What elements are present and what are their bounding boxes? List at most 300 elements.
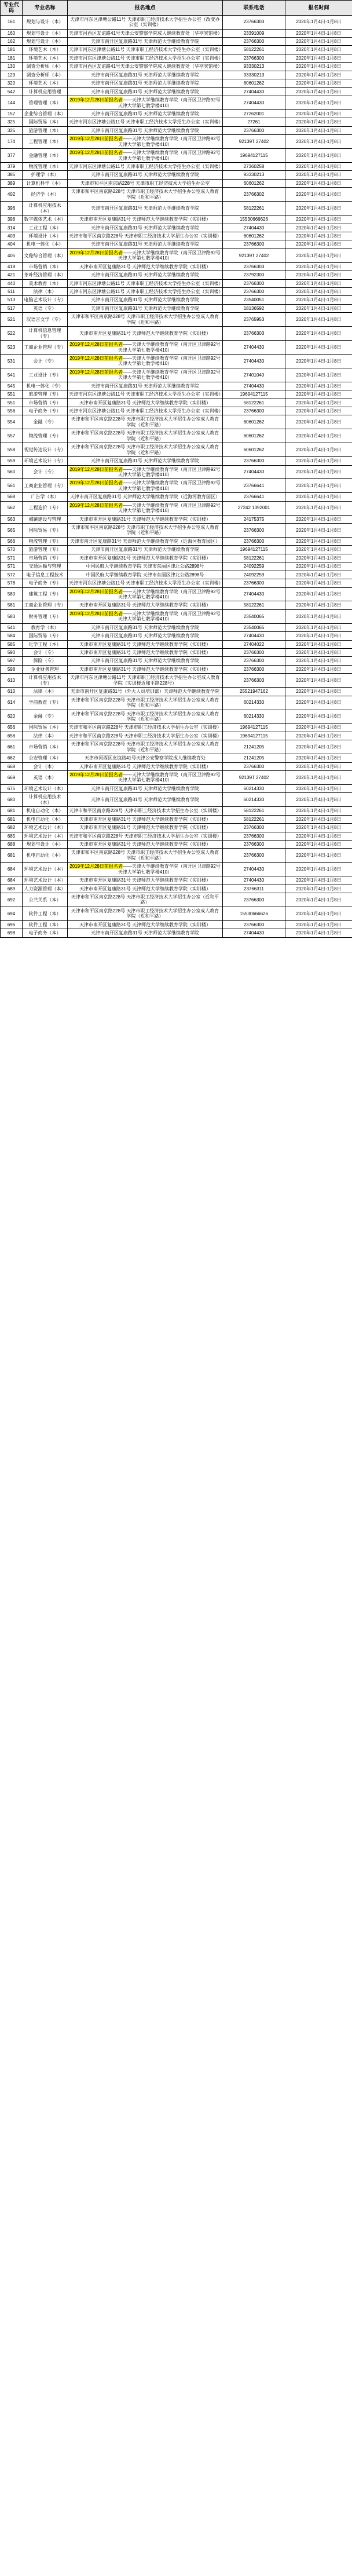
cell-major-name: 人力资源管理（本） <box>23 885 68 893</box>
cell-major-code: 517 <box>1 304 23 312</box>
cell-major-code: 572 <box>1 571 23 579</box>
cell-major-name: 环境艺术设计（本） <box>23 832 68 840</box>
cell-time: 2020年1月4日-1月8日 <box>285 674 352 688</box>
cell-address <box>68 390 223 399</box>
address-highlight: 2019年12月28日前报名者 <box>69 150 123 156</box>
cell-phone: 23766303 <box>223 15 285 29</box>
cell-major-name: 电子商务（本） <box>23 929 68 937</box>
cell-major-name: 环境艺术（本） <box>23 79 68 87</box>
cell-major-name: 计算机信息管理（专） <box>23 327 68 341</box>
table-row <box>1 415 352 429</box>
table-row <box>1 832 352 840</box>
cell-time: 2020年1月4日-1月8日 <box>285 885 352 893</box>
address-line: 2019年12月28日前报名者——天津大学继续教育学院（南开区卫津路92号天津大学第七教学楼410） <box>69 502 221 514</box>
cell-address <box>68 313 223 327</box>
cell-major-code: 597 <box>1 657 23 665</box>
cell-time: 2020年1月4日-1月8日 <box>285 249 352 262</box>
cell-time: 2020年1月4日-1月8日 <box>285 296 352 304</box>
cell-major-code: 578 <box>1 579 23 587</box>
cell-address <box>68 920 223 929</box>
cell-major-code: 614 <box>1 696 23 710</box>
table-row <box>1 96 352 110</box>
header-time: 报名时间 <box>285 1 352 16</box>
address-line: 天津市南开区复康路31号 天津师范大学继续教育学院（实训楼） <box>79 516 211 522</box>
cell-time: 2020年1月4日-1月8日 <box>285 407 352 415</box>
cell-address <box>68 696 223 710</box>
cell-address <box>68 657 223 665</box>
cell-time: 2020年1月4日-1月8日 <box>285 579 352 587</box>
table-row <box>1 793 352 807</box>
cell-phone: 23766300 <box>223 832 285 840</box>
cell-major-code: 541 <box>1 368 23 382</box>
cell-time: 2020年1月4日-1月8日 <box>285 537 352 545</box>
table-row <box>1 215 352 224</box>
address-highlight: 2019年12月28日前报名者 <box>69 136 123 142</box>
cell-time: 2020年1月4日-1月8日 <box>285 640 352 648</box>
cell-address <box>68 296 223 304</box>
cell-time: 2020年1月4日-1月8日 <box>285 771 352 785</box>
table-row <box>1 696 352 710</box>
cell-major-name: 计算机应用管理 <box>23 87 68 96</box>
cell-address <box>68 232 223 240</box>
cell-major-code: 556 <box>1 407 23 415</box>
address-highlight: 2019年12月28日前报名者 <box>69 466 123 472</box>
cell-time: 2020年1月4日-1月8日 <box>285 79 352 87</box>
cell-address <box>68 562 223 571</box>
cell-address <box>68 109 223 118</box>
address-line: 2019年12月28日前报名者——天津大学继续教育学院（南开区卫津路92号天津大学第七教学楼410） <box>69 342 221 353</box>
address-line: 天津市南开区复康路31号 天津师范大学继续教育学院 <box>90 633 200 639</box>
cell-major-code: 696 <box>1 920 23 929</box>
cell-phone: 23766303 <box>223 262 285 271</box>
cell-phone: 58122261 <box>223 46 285 54</box>
cell-major-name: 物流管理（专） <box>23 429 68 443</box>
address-highlight: 2019年12月28日前报名者 <box>69 355 123 361</box>
cell-phone: 15530666626 <box>223 215 285 224</box>
cell-major-code: 531 <box>1 354 23 368</box>
address-line: 中国民航大学继续教育学院 天津市东丽区津北公路2898号 <box>86 572 204 578</box>
cell-major-name: 旅游管理（专） <box>23 546 68 554</box>
cell-phone: 24175375 <box>223 515 285 523</box>
cell-time: 2020年1月4日-1月8日 <box>285 876 352 885</box>
cell-major-name: 计算机应用技术（本） <box>23 793 68 807</box>
table-row <box>1 457 352 465</box>
address-line: 天津市南开区复康路31号 天津师范大学继续教育学院（实训楼） <box>79 886 211 891</box>
cell-major-code: 402 <box>1 188 23 202</box>
address-line: 天津市和平区南京路228号 天津市职工经济技术大学招生办公室成人教育学院（近和平路） <box>71 741 219 752</box>
cell-major-code: 571 <box>1 554 23 562</box>
address-highlight: 2019年12月28日前报名者 <box>69 97 123 103</box>
table-row <box>1 863 352 876</box>
cell-major-name: 文秘综合管理（本） <box>23 249 68 262</box>
table-row <box>1 79 352 87</box>
cell-major-name: 保险（专） <box>23 657 68 665</box>
cell-address <box>68 215 223 224</box>
cell-time: 2020年1月4日-1月8日 <box>285 149 352 163</box>
cell-address <box>68 71 223 79</box>
cell-major-code: 684 <box>1 876 23 885</box>
cell-major-code: 682 <box>1 824 23 832</box>
cell-major-code: 160 <box>1 29 23 37</box>
table-body <box>1 15 352 937</box>
address-line: 天津市南开区复康路31号 天津师范大学继续教育学院 <box>90 242 200 247</box>
cell-major-code: 681 <box>1 807 23 815</box>
cell-phone: 23766303 <box>223 327 285 341</box>
cell-address <box>68 885 223 893</box>
cell-major-name: 物流管理（专） <box>23 537 68 545</box>
cell-major-name: 机电自动化（本） <box>23 815 68 823</box>
address-line: 天津市和平区南京路228号 天津市职工经济技术大学招生办公室成人教育学院（近和平路） <box>71 416 219 427</box>
cell-major-code: 325 <box>1 126 23 134</box>
table-row <box>1 368 352 382</box>
address-line: 天津市南开区复康路31号 天津师范大学继续教育学院（实训楼） <box>79 400 211 405</box>
table-row <box>1 740 352 754</box>
cell-major-name: 电子商务（专） <box>23 579 68 587</box>
cell-time: 2020年1月4日-1月8日 <box>285 762 352 770</box>
cell-time: 2020年1月4日-1月8日 <box>285 546 352 554</box>
cell-major-code: 560 <box>1 465 23 479</box>
table-row <box>1 279 352 287</box>
table-row <box>1 262 352 271</box>
address-line: 天津市南开区复康路31号 天津师范大学继续教育学院 <box>90 172 200 178</box>
cell-address <box>68 524 223 538</box>
address-line: 天津市南开区复康路31号（外大人员培训部）天津师范大学继续教育学院 <box>71 689 219 695</box>
address-line: 2019年12月28日前报名者——天津大学继续教育学院（南开区卫津路92号天津大学第七教学楼410） <box>69 611 221 622</box>
table-row <box>1 249 352 262</box>
table-row <box>1 524 352 538</box>
cell-major-code: 541 <box>1 623 23 631</box>
cell-address <box>68 740 223 754</box>
cell-major-code: 571 <box>1 562 23 571</box>
cell-phone: 23766641 <box>223 493 285 501</box>
cell-address <box>68 38 223 46</box>
cell-time: 2020年1月4日-1月8日 <box>285 562 352 571</box>
cell-phone: 27242 1392001 <box>223 501 285 515</box>
address-line: 天津市和平区南京路228号 天津市职工经济技术大学招生办公室成人教育学院（近和平路） <box>71 189 219 200</box>
cell-address <box>68 554 223 562</box>
address-line: 天津市河西区友谊路41号天津公安警察学院成人继续教育处 <box>85 755 206 761</box>
table-row <box>1 71 352 79</box>
address-line: 天津市南开区复康路31号 天津师范大学继续教育学院 <box>90 797 200 803</box>
cell-time: 2020年1月4日-1月8日 <box>285 171 352 179</box>
cell-time: 2020年1月4日-1月8日 <box>285 601 352 609</box>
cell-phone: 23766300 <box>223 849 285 863</box>
address-line: 天津市和平区南京路228号 天津市职工经济技术大学招生办公室成人教育学院（近和平路） <box>71 908 219 919</box>
address-line: 天津市和平区南京路228号 天津市职工经济技术大学招生办公室（实训楼） <box>69 733 222 739</box>
cell-major-name: 管理管理（本） <box>23 96 68 110</box>
cell-address <box>68 771 223 785</box>
cell-time: 2020年1月4日-1月8日 <box>285 710 352 724</box>
cell-major-code: 398 <box>1 215 23 224</box>
cell-major-name: 工业设计（专） <box>23 368 68 382</box>
cell-major-code: 568 <box>1 493 23 501</box>
cell-major-name: 市场营销（本） <box>23 740 68 754</box>
cell-major-name: 环境艺术设计（本） <box>23 863 68 876</box>
address-highlight: 2019年12月28日前报名者 <box>69 502 123 508</box>
cell-major-code: 174 <box>1 135 23 149</box>
cell-address <box>68 493 223 501</box>
table-row <box>1 271 352 279</box>
address-line: 天津市南开区复康路31号 天津师范大学继续教育学院（实训楼） <box>79 650 211 655</box>
cell-phone: 21241205 <box>223 754 285 762</box>
cell-phone: 27404430 <box>223 863 285 876</box>
table-row <box>1 149 352 163</box>
cell-phone: 93330213 <box>223 71 285 79</box>
cell-address <box>68 732 223 740</box>
address-line: 天津市南开区复康路31号 天津师范大学继续教育学院（近海河教育园区） <box>69 538 221 544</box>
cell-time: 2020年1月4日-1月8日 <box>285 696 352 710</box>
cell-major-name: 机电自动化（本） <box>23 849 68 863</box>
address-highlight: 2019年12月28日前报名者 <box>69 250 123 255</box>
cell-major-code: 511 <box>1 288 23 296</box>
cell-time: 2020年1月4日-1月8日 <box>285 732 352 740</box>
table-row <box>1 465 352 479</box>
cell-address <box>68 304 223 312</box>
cell-time: 2020年1月4日-1月8日 <box>285 109 352 118</box>
cell-time: 2020年1月4日-1月8日 <box>285 341 352 355</box>
table-row <box>1 609 352 623</box>
address-line: 天津市和平区南京路228号 天津市职工经济技术大学招生办公室 <box>80 180 210 186</box>
table-row <box>1 46 352 54</box>
cell-address <box>68 171 223 179</box>
cell-major-code: 688 <box>1 840 23 848</box>
cell-phone: 23792300 <box>223 271 285 279</box>
cell-phone: 23766300 <box>223 54 285 62</box>
cell-time: 2020年1月4日-1月8日 <box>285 754 352 762</box>
cell-time: 2020年1月4日-1月8日 <box>285 15 352 29</box>
table-row <box>1 640 352 648</box>
table-row <box>1 840 352 848</box>
table-row <box>1 341 352 355</box>
cell-phone: 60601262 <box>223 415 285 429</box>
cell-time: 2020年1月4日-1月8日 <box>285 382 352 390</box>
cell-phone: 27404430 <box>223 87 285 96</box>
cell-phone: 27404430 <box>223 465 285 479</box>
cell-major-name: 交通运输与管理 <box>23 562 68 571</box>
address-line: 天津市南开区复康路31号 天津师范大学继续教育学院（实训楼） <box>79 602 211 608</box>
cell-major-name: 电子商务（专） <box>23 407 68 415</box>
cell-time: 2020年1月4日-1月8日 <box>285 657 352 665</box>
cell-address <box>68 407 223 415</box>
cell-major-name: 规划与设计（本） <box>23 38 68 46</box>
cell-major-code: 396 <box>1 202 23 215</box>
cell-major-code: 314 <box>1 224 23 232</box>
cell-major-code: 563 <box>1 515 23 523</box>
address-highlight: 2019年12月28日前报名者 <box>69 611 123 616</box>
cell-major-code: 598 <box>1 665 23 673</box>
cell-major-name: 公安管理（本） <box>23 754 68 762</box>
cell-phone: 23391009 <box>223 29 285 37</box>
table-row <box>1 724 352 732</box>
table-row <box>1 38 352 46</box>
table-row <box>1 296 352 304</box>
address-highlight: 2019年12月28日前报名者 <box>69 342 123 348</box>
cell-address <box>68 429 223 443</box>
address-line: 天津市和平区南京路228号 天津市职工经济技术大学招生办公室（实训楼） <box>69 833 222 839</box>
address-line: 天津市南开区复康路31号 天津师范大学继续教育学院（实训楼） <box>79 841 211 847</box>
table-row <box>1 382 352 390</box>
cell-phone: 19694127115 <box>223 546 285 554</box>
address-line: 2019年12月28日前报名者——天津大学继续教育学院（南开区卫津路92号天津大学第七教学楼410） <box>69 480 221 491</box>
cell-major-code: 620 <box>1 710 23 724</box>
cell-address <box>68 876 223 885</box>
table-row <box>1 479 352 493</box>
cell-time: 2020年1月4日-1月8日 <box>285 665 352 673</box>
cell-time: 2020年1月4日-1月8日 <box>285 304 352 312</box>
cell-address <box>68 382 223 390</box>
cell-major-code: 581 <box>1 601 23 609</box>
cell-major-name: 视觉传达设计（专） <box>23 443 68 457</box>
address-highlight: 2019年12月28日前报名者 <box>69 480 123 486</box>
cell-major-name: 软件工程（本） <box>23 920 68 929</box>
cell-address <box>68 815 223 823</box>
cell-phone: 19694127115 <box>223 724 285 732</box>
cell-major-code: 698 <box>1 929 23 937</box>
cell-major-code: 377 <box>1 149 23 163</box>
table-row <box>1 399 352 407</box>
address-line: 天津市河东区津塘公路11号 天津市职工经济技术大学招生办公室成人教育学院（实训楼近和平路228号） <box>70 675 220 686</box>
cell-phone: 23540051 <box>223 296 285 304</box>
cell-address <box>68 674 223 688</box>
table-row <box>1 29 352 37</box>
cell-time: 2020年1月4日-1月8日 <box>285 354 352 368</box>
cell-phone: 23540065 <box>223 623 285 631</box>
address-line: 天津市和平区南京路228号 天津市职工经济技术大学招生办公室成人教育学院（近和平路） <box>71 711 219 722</box>
cell-major-code: 681 <box>1 815 23 823</box>
cell-major-name: 规划与设计（本） <box>23 840 68 848</box>
cell-time: 2020年1月4日-1月8日 <box>285 46 352 54</box>
address-line: 天津市南开区复康路31号 天津师范大学继续教育学院（实训楼） <box>79 666 211 672</box>
cell-major-code: 129 <box>1 71 23 79</box>
table-row <box>1 649 352 657</box>
cell-address <box>68 849 223 863</box>
cell-address <box>68 515 223 523</box>
cell-major-code: 680 <box>1 793 23 807</box>
cell-major-code: 580 <box>1 587 23 601</box>
cell-time: 2020年1月4日-1月8日 <box>285 587 352 601</box>
address-line: 2019年12月28日前报名者——天津大学继续教育学院（南开区卫津路92号天津大学第七教学楼410） <box>69 355 221 367</box>
cell-time: 2020年1月4日-1月8日 <box>285 907 352 920</box>
table-row <box>1 771 352 785</box>
cell-phone: 27404430 <box>223 632 285 640</box>
cell-phone: 23766303 <box>223 674 285 688</box>
cell-time: 2020年1月4日-1月8日 <box>285 54 352 62</box>
cell-time: 2020年1月4日-1月8日 <box>285 479 352 493</box>
cell-major-code: 669 <box>1 771 23 785</box>
table-row <box>1 732 352 740</box>
cell-major-name: 英语（专） <box>23 304 68 312</box>
cell-phone: 27404430 <box>223 876 285 885</box>
cell-phone: 19694127115 <box>223 732 285 740</box>
cell-major-code: 558 <box>1 443 23 457</box>
table-row <box>1 579 352 587</box>
cell-major-code: 685 <box>1 832 23 840</box>
cell-phone: 24092259 <box>223 562 285 571</box>
cell-major-code: 675 <box>1 784 23 792</box>
cell-address <box>68 479 223 493</box>
address-line: 天津市南开区复康路31号 天津师范大学继续教育学院（实训楼） <box>79 922 211 927</box>
cell-phone: 21241205 <box>223 740 285 754</box>
cell-major-name: 环境艺术（本） <box>23 54 68 62</box>
address-line: 2019年12月28日前报名者——天津大学继续教育学院（南开区卫津路92号天津大学第七教学楼410） <box>69 250 221 261</box>
cell-address <box>68 54 223 62</box>
cell-phone: 93330213 <box>223 63 285 71</box>
address-line: 2019年12月28日前报名者——天津大学继续教育学院（南开区卫津路92号天津大学第七教学楼410） <box>69 150 221 161</box>
cell-phone: 23766300 <box>223 840 285 848</box>
cell-phone: 23766300 <box>223 38 285 46</box>
cell-address <box>68 546 223 554</box>
cell-address <box>68 724 223 732</box>
address-line: 天津市南开区复康路31号 天津师范大学继续教育学院 <box>90 930 200 936</box>
cell-major-code: 421 <box>1 271 23 279</box>
cell-time: 2020年1月4日-1月8日 <box>285 443 352 457</box>
cell-phone: 58122261 <box>223 399 285 407</box>
cell-phone: 23766302 <box>223 188 285 202</box>
cell-major-code: 162 <box>1 38 23 46</box>
address-line: 天津市河东区津塘公路11号 天津市职工经济技术大学招生办公室（实训楼） <box>69 289 223 294</box>
address-line: 天津市南开区复康路31号 天津师范大学继续教育学院 <box>90 383 200 389</box>
cell-time: 2020年1月4日-1月8日 <box>285 279 352 287</box>
cell-major-code: 554 <box>1 415 23 429</box>
cell-phone: 23766300 <box>223 240 285 249</box>
table-row <box>1 537 352 545</box>
cell-major-name: 法律（本） <box>23 688 68 696</box>
cell-time: 2020年1月4日-1月8日 <box>285 327 352 341</box>
table-row <box>1 429 352 443</box>
cell-major-name: 市场营销（专） <box>23 554 68 562</box>
cell-address <box>68 601 223 609</box>
address-line: 天津市河西区友谊路41号天津公安警察学院成人继续教育处（华亭宾馆楼） <box>69 30 222 36</box>
cell-address <box>68 126 223 134</box>
cell-address <box>68 587 223 601</box>
cell-phone: 24092259 <box>223 571 285 579</box>
cell-major-code: 590 <box>1 649 23 657</box>
cell-address <box>68 501 223 515</box>
cell-major-name: 广告学（本） <box>23 493 68 501</box>
table-row <box>1 885 352 893</box>
address-line: 天津市南开区复康路31号 天津师范大学继续教育学院 <box>90 205 200 211</box>
address-line: 天津市南开区复康路31号 天津师范大学继续教育学院 <box>90 111 200 116</box>
cell-address <box>68 465 223 479</box>
cell-phone: 27360258 <box>223 163 285 171</box>
cell-major-name: 教育学（本） <box>23 623 68 631</box>
cell-major-name: 化学工程（本） <box>23 640 68 648</box>
cell-major-name: 茶叶经济管理（本） <box>23 271 68 279</box>
cell-major-name: 工程造价（专） <box>23 501 68 515</box>
cell-address <box>68 623 223 631</box>
address-line: 天津市河东区津塘公路11号 天津市职工经济技术大学招生办公室（实训楼） <box>69 408 223 414</box>
cell-major-name: 护理学（本） <box>23 171 68 179</box>
cell-time: 2020年1月4日-1月8日 <box>285 793 352 807</box>
cell-time: 2020年1月4日-1月8日 <box>285 63 352 71</box>
table-row <box>1 710 352 724</box>
cell-phone: 58122261 <box>223 601 285 609</box>
address-line: 天津市南开区复康路31号 天津师范大学继续教育学院 <box>90 624 200 630</box>
cell-time: 2020年1月4日-1月8日 <box>285 390 352 399</box>
cell-address <box>68 840 223 848</box>
cell-phone: 27404430 <box>223 224 285 232</box>
table-row <box>1 135 352 149</box>
table-row <box>1 126 352 134</box>
address-line: 天津市河西区友谊路41号天津公安警察学院成人继续教育处（华亭宾馆楼） <box>69 64 222 70</box>
table-row <box>1 288 352 296</box>
cell-phone: 92139T 27402 <box>223 771 285 785</box>
cell-major-name: 计算机科学（本） <box>23 179 68 187</box>
cell-major-code: 181 <box>1 54 23 62</box>
cell-major-name: 机电一体化（本） <box>23 240 68 249</box>
address-line: 天津市南开区复康路31号 天津师范大学继续教育学院 <box>90 658 200 664</box>
cell-major-code: 523 <box>1 341 23 355</box>
